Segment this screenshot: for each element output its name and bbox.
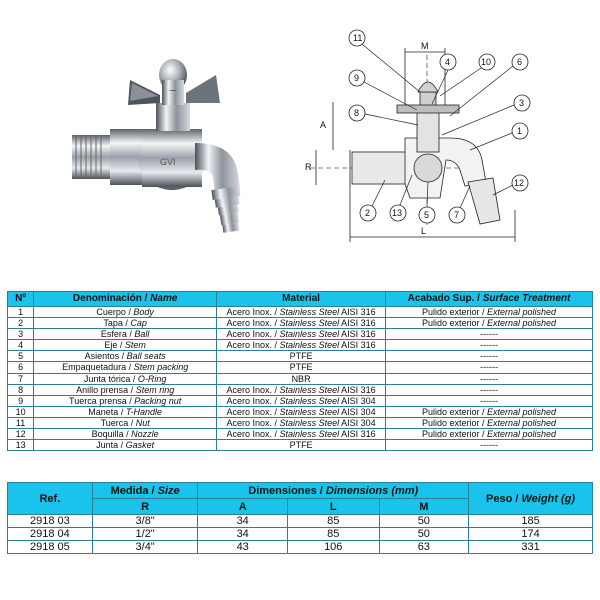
part-material: NBR [217, 373, 386, 384]
header-ref: Ref. [8, 483, 93, 515]
part-number: 2 [8, 318, 34, 329]
part-name: Boquilla / Nozzle [34, 429, 217, 440]
table-row [8, 406, 593, 417]
dim-a-cell: 34 [198, 515, 287, 528]
size-cell: 3/8" [92, 515, 198, 528]
ref-cell: 2918 03 [8, 515, 93, 528]
part-material: PTFE [217, 362, 386, 373]
table-row [8, 318, 593, 329]
table-row [8, 384, 593, 395]
parts-table [7, 291, 593, 451]
part-number: 13 [8, 440, 34, 451]
dims-header-row-1 [8, 483, 593, 499]
header-no: Nº [8, 292, 34, 307]
part-name: Junta / Gasket [34, 440, 217, 451]
dim-l-label: L [421, 226, 427, 236]
part-number: 9 [8, 395, 34, 406]
table-row [8, 417, 593, 428]
part-finish: ------ [386, 340, 593, 351]
callout-9: 9 [354, 73, 360, 83]
table-row [8, 528, 593, 541]
part-material: Acero Inox. / Stainless Steel AISI 304 [217, 406, 386, 417]
size-cell: 3/4" [92, 541, 198, 554]
part-finish: ------ [386, 329, 593, 340]
table-row [8, 429, 593, 440]
part-number: 11 [8, 417, 34, 428]
dim-a-cell: 34 [198, 528, 287, 541]
dim-m-label: M [421, 41, 429, 51]
svg-text:GVI: GVI [160, 157, 176, 167]
part-finish: Pulido exterior / External polished [386, 429, 593, 440]
table-row [8, 362, 593, 373]
callout-7: 7 [454, 210, 460, 220]
ref-cell: 2918 05 [8, 541, 93, 554]
table-row [8, 340, 593, 351]
part-number: 10 [8, 406, 34, 417]
part-number: 7 [8, 373, 34, 384]
part-material: Acero Inox. / Stainless Steel AISI 316 [217, 384, 386, 395]
part-number: 3 [8, 329, 34, 340]
technical-drawing [300, 10, 595, 250]
part-material: PTFE [217, 440, 386, 451]
dim-l-cell: 85 [287, 515, 379, 528]
part-name: Eje / Stem [34, 340, 217, 351]
part-name: Anillo prensa / Stem ring [34, 384, 217, 395]
part-material: PTFE [217, 351, 386, 362]
ref-cell: 2918 04 [8, 528, 93, 541]
table-row [8, 329, 593, 340]
header-r: R [92, 499, 198, 515]
dim-r-label: R [305, 162, 312, 172]
part-material: Acero Inox. / Stainless Steel AISI 316 [217, 318, 386, 329]
part-name: Junta tórica / O-Ring [34, 373, 217, 384]
callout-5: 5 [424, 210, 430, 220]
callout-8: 8 [354, 108, 360, 118]
part-finish: ------ [386, 440, 593, 451]
header-size: Medida / Size [92, 483, 198, 499]
table-row [8, 373, 593, 384]
part-name: Empaquetadura / Stem packing [34, 362, 217, 373]
part-material: Acero Inox. / Stainless Steel AISI 316 [217, 429, 386, 440]
callout-1: 1 [517, 126, 523, 136]
size-cell: 1/2" [92, 528, 198, 541]
part-finish: Pulido exterior / External polished [386, 318, 593, 329]
dim-m-cell: 50 [379, 528, 468, 541]
table-row [8, 541, 593, 554]
part-material: Acero Inox. / Stainless Steel AISI 316 [217, 329, 386, 340]
part-number: 8 [8, 384, 34, 395]
table-row [8, 307, 593, 318]
callout-2: 2 [365, 208, 371, 218]
dim-l-cell: 85 [287, 528, 379, 541]
part-material: Acero Inox. / Stainless Steel AISI 304 [217, 395, 386, 406]
part-number: 6 [8, 362, 34, 373]
part-material: Acero Inox. / Stainless Steel AISI 316 [217, 307, 386, 318]
dim-l-cell: 106 [287, 541, 379, 554]
table-row [8, 395, 593, 406]
part-name: Asientos / Ball seats [34, 351, 217, 362]
header-l: L [287, 499, 379, 515]
part-material: Acero Inox. / Stainless Steel AISI 304 [217, 417, 386, 428]
part-name: Tapa / Cap [34, 318, 217, 329]
part-finish: Pulido exterior / External polished [386, 417, 593, 428]
callout-3: 3 [519, 98, 525, 108]
callout-11: 11 [353, 33, 363, 43]
part-material: Acero Inox. / Stainless Steel AISI 316 [217, 340, 386, 351]
callout-6: 6 [517, 57, 523, 67]
header-finish: Acabado Sup. / Surface Treatment [386, 292, 593, 307]
part-name: Tuerca / Nut [34, 417, 217, 428]
dim-m-cell: 63 [379, 541, 468, 554]
part-name: Esfera / Ball [34, 329, 217, 340]
weight-cell: 331 [469, 541, 593, 554]
part-number: 1 [8, 307, 34, 318]
part-name: Cuerpo / Body [34, 307, 217, 318]
dimensions-table [7, 482, 593, 554]
header-m: M [379, 499, 468, 515]
part-finish: ------ [386, 362, 593, 373]
dim-a-cell: 43 [198, 541, 287, 554]
header-a: A [198, 499, 287, 515]
part-finish: Pulido exterior / External polished [386, 307, 593, 318]
part-finish: ------ [386, 384, 593, 395]
part-finish: ------ [386, 373, 593, 384]
callout-4: 4 [445, 57, 451, 67]
header-material: Material [217, 292, 386, 307]
product-photo [10, 25, 300, 250]
part-name: Tuerca prensa / Packing nut [34, 395, 217, 406]
part-finish: Pulido exterior / External polished [386, 406, 593, 417]
parts-header-row [8, 292, 593, 307]
dim-a-label: A [320, 120, 327, 130]
part-finish: ------ [386, 351, 593, 362]
weight-cell: 185 [469, 515, 593, 528]
part-number: 12 [8, 429, 34, 440]
part-finish: ------ [386, 395, 593, 406]
dim-m-cell: 50 [379, 515, 468, 528]
table-row [8, 515, 593, 528]
part-number: 4 [8, 340, 34, 351]
table-row [8, 440, 593, 451]
header-name: Denominación / Name [34, 292, 217, 307]
header-dimensions: Dimensiones / Dimensions (mm) [198, 483, 469, 499]
header-weight: Peso / Weight (g) [469, 483, 593, 515]
weight-cell: 174 [469, 528, 593, 541]
callout-12: 12 [514, 178, 525, 188]
part-name: Maneta / T-Handle [34, 406, 217, 417]
callout-13: 13 [392, 208, 403, 218]
part-number: 5 [8, 351, 34, 362]
callout-10: 10 [481, 57, 492, 67]
table-row [8, 351, 593, 362]
